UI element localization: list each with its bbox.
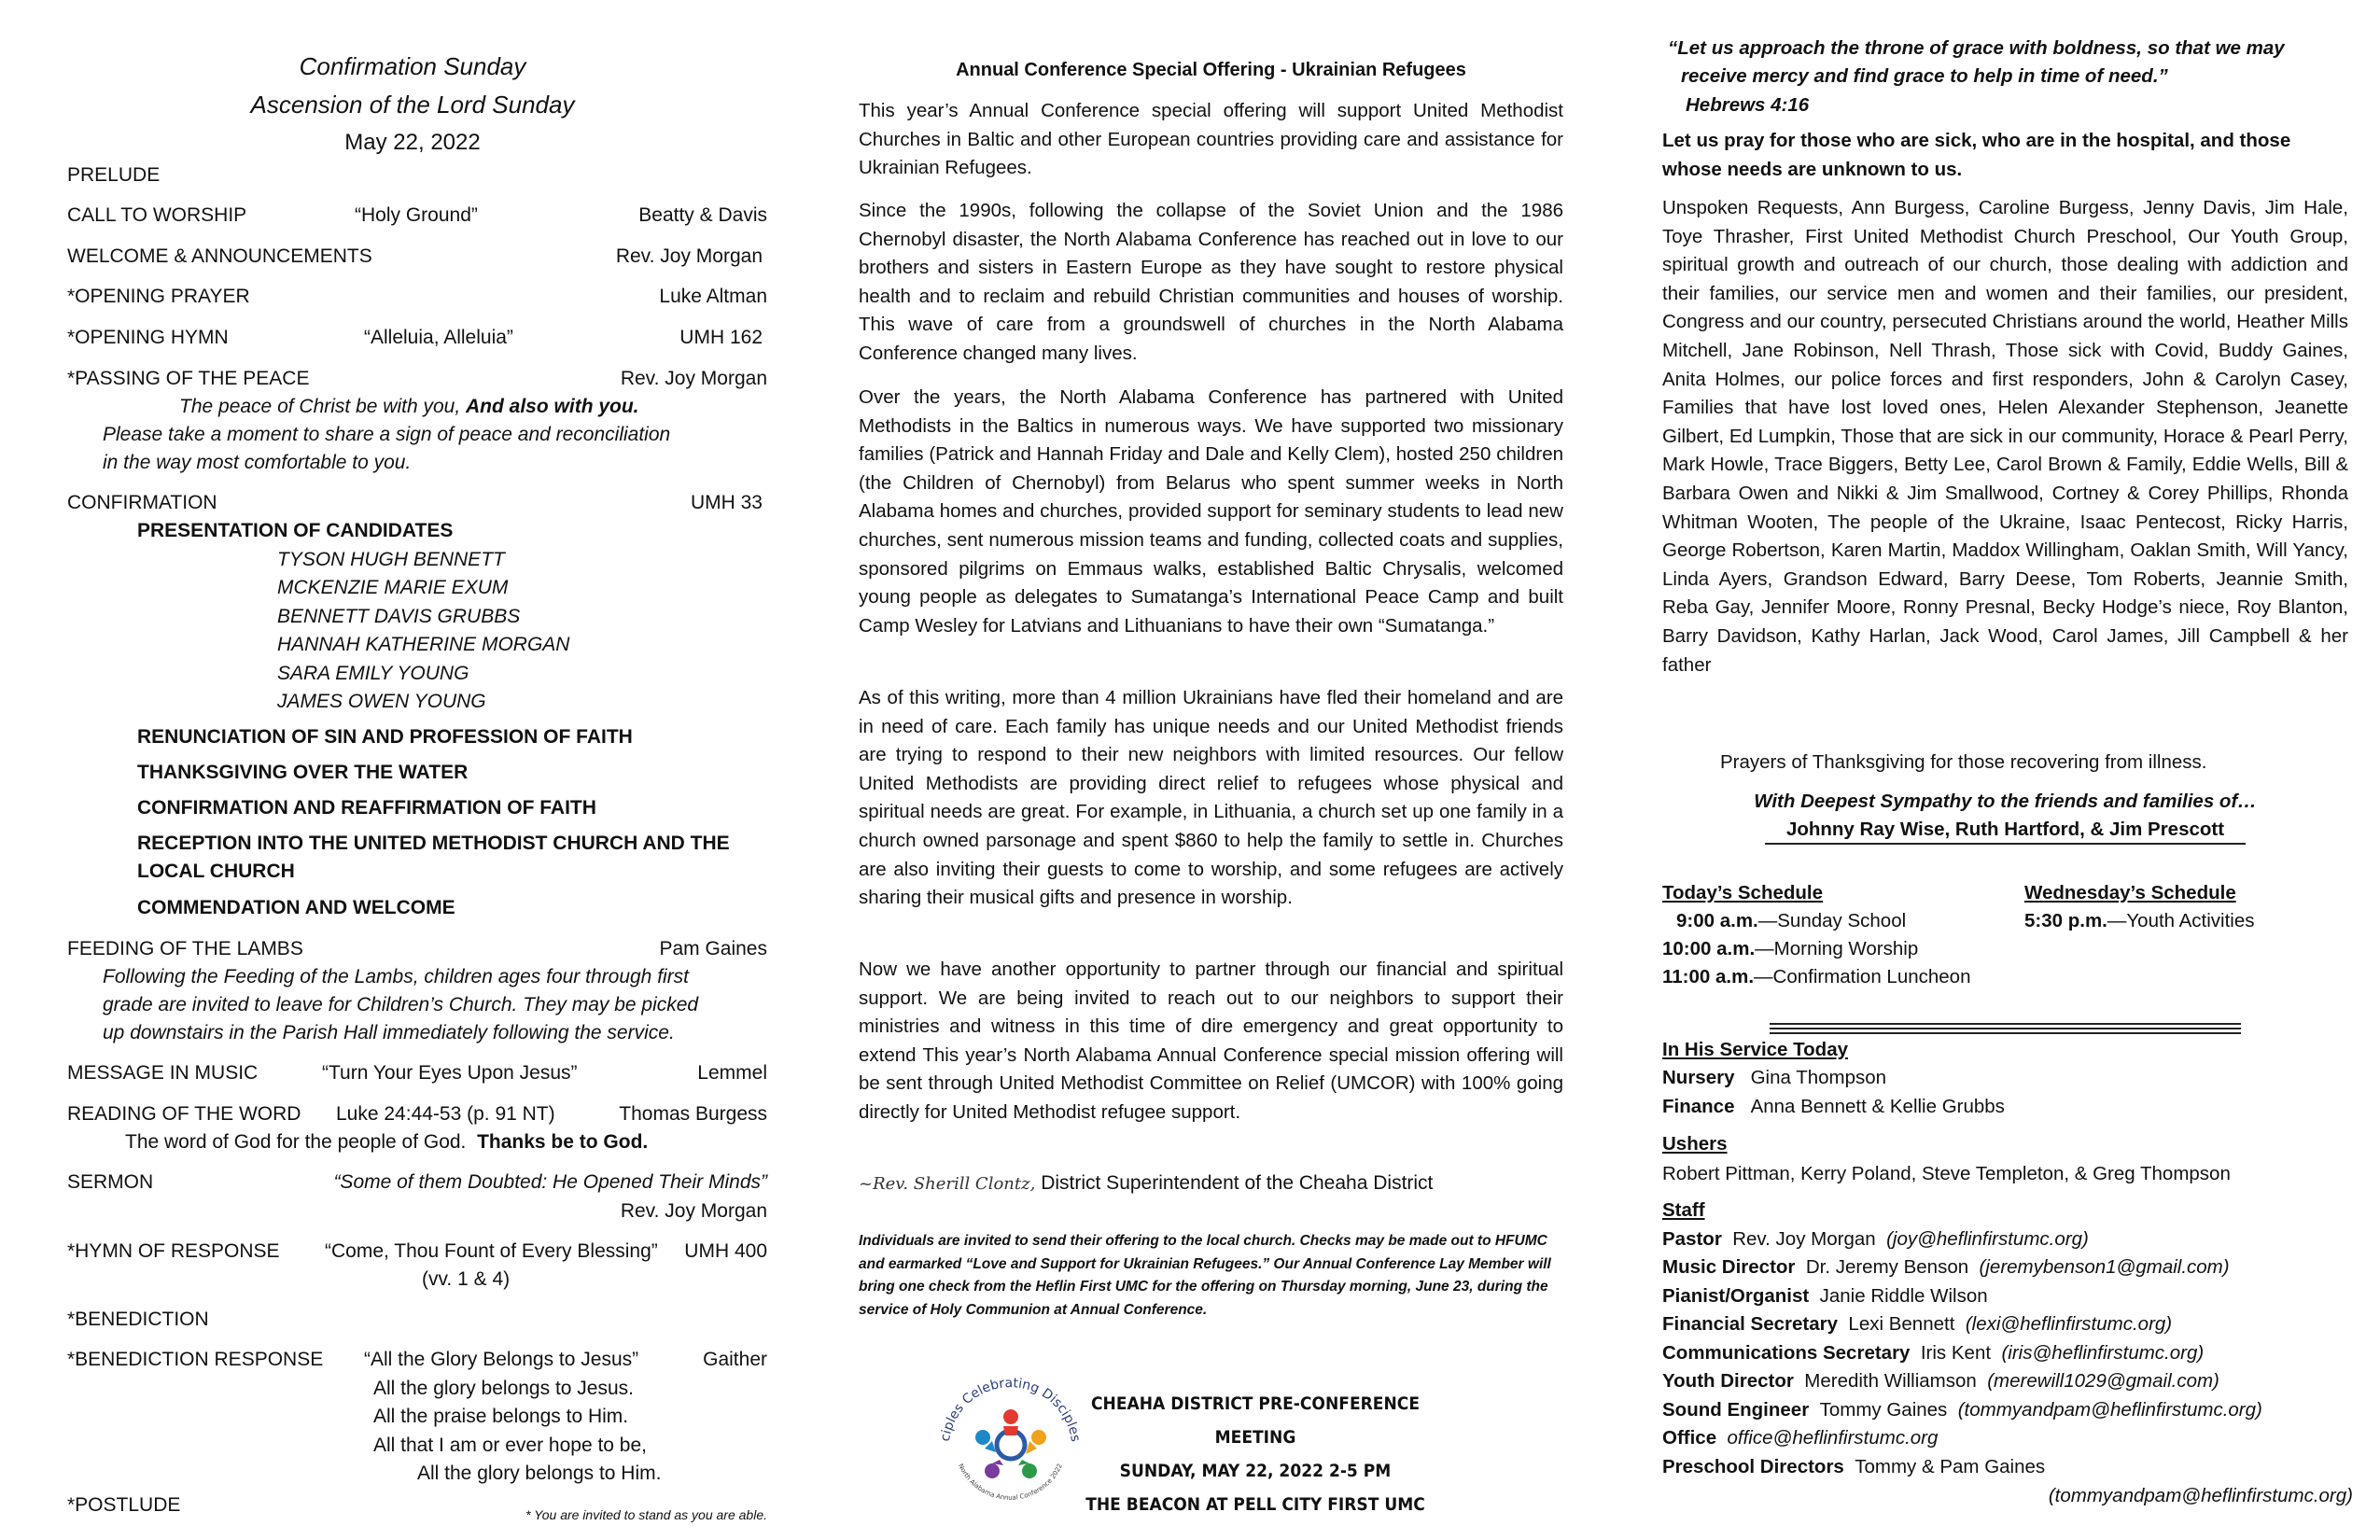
- article-paragraph-2: Since the 1990s, following the collapse of the Soviet Union and the 1986 Chernobyl disaster, the North Alabama Conference has reached out in love to our brothers and sisters in Eastern Europe as they have sought to restore physical health and to reclaim and rebuild Christian communities and houses of worship. This wave of care from a groundswell of churches in the North Alabama Conference changed many lives.: [859, 200, 1563, 364]
- staff-role: Communications Secretary: [1662, 1342, 1911, 1364]
- nursery-label: Nursery: [1662, 1067, 1735, 1088]
- offering-instructions: Individuals are invited to send their offering to the local church. Checks may be made out to HFUMC and earmarked “Love and Support for Ukrainian Refugees.” Our Annual Conference Lay Member will bring one check from the Heflin First UMC for the offering on Thursday morning, June 23, during the service of Holy Communion at Annual Conference.: [859, 1233, 1551, 1318]
- peace-call: The peace of Christ be with you,: [179, 396, 461, 417]
- schedule-time: 11:00 a.m.: [1662, 966, 1755, 987]
- schedule-event: —Morning Worship: [1755, 938, 1919, 959]
- article-paragraph-5: Now we have another opportunity to partner through our financial and spiritual support. We are being invited to reach out to our neighbors to support their ministries and witness in this time of dire emergency and great opportunity to extend This year’s North Alabama Annual Conference special mission offering will be sent through United Methodist Committee on Relief (UMCOR) with 100% going directly for United Methodist refugee support.: [859, 959, 1563, 1123]
- opening-hymn-number: UMH 162: [679, 327, 763, 348]
- schedule-time: 9:00 a.m.: [1676, 910, 1758, 931]
- call-to-worship-title: “Holy Ground”: [355, 204, 478, 226]
- staff-email: (iris@heflinfirstumc.org): [2001, 1342, 2205, 1364]
- staff-email: (tommyandpam@heflinfirstumc.org): [1957, 1399, 2262, 1421]
- schedule-event: —Youth Activities: [2107, 910, 2255, 931]
- staff-row: [1662, 1341, 2204, 1365]
- divider-rule: [1770, 1032, 2241, 1034]
- disciples-logo-icon: [929, 1355, 1092, 1519]
- schedule-time: 10:00 a.m.: [1662, 938, 1756, 959]
- logo-arc-text: ciples Celebrating Disciples: [937, 1376, 1084, 1443]
- peace-answer: And also with you.: [466, 396, 639, 417]
- conference-logo: [929, 1355, 1092, 1519]
- staff-row: [1662, 1255, 2230, 1280]
- staff-role: Sound Engineer: [1662, 1399, 1810, 1421]
- sermon-title: “Some of them Doubted: He Opened Their Minds”: [333, 1171, 767, 1193]
- confirmation-hymnal: UMH 33: [690, 492, 763, 513]
- divider-rule: [1770, 1028, 2241, 1029]
- response-hymn-label: *HYMN OF RESPONSE: [67, 1240, 280, 1262]
- staff-email: (joy@heflinfirstumc.org): [1886, 1228, 2089, 1250]
- reception-line-2: LOCAL CHURCH: [137, 861, 295, 882]
- reception-line-1: RECEPTION INTO THE UNITED METHODIST CHURCH AND THE: [137, 833, 730, 854]
- staff-name: Dr. Jeremy Benson: [1805, 1256, 1969, 1278]
- welcome-label: WELCOME & ANNOUNCEMENTS: [67, 245, 372, 267]
- music-title: “Turn Your Eyes Upon Jesus”: [322, 1062, 578, 1084]
- benediction-response-composer: Gaither: [703, 1349, 767, 1370]
- sermon-preacher: Rev. Joy Morgan: [620, 1200, 767, 1222]
- divider-rule: [1770, 1023, 2241, 1025]
- peace-instruction-1: Please take a moment to share a sign of peace and reconciliation: [103, 424, 671, 445]
- schedule-item: [1662, 965, 1970, 989]
- reading-label: READING OF THE WORD: [67, 1103, 301, 1125]
- finance-line: [1662, 1095, 2005, 1119]
- staff-name: Tommy Gaines: [1819, 1399, 1948, 1421]
- staff-name: Iris Kent: [1920, 1342, 1992, 1364]
- today-schedule-title: Today’s Schedule: [1662, 882, 1824, 903]
- benediction-response-label: *BENEDICTION RESPONSE: [67, 1349, 324, 1370]
- staff-role: Youth Director: [1662, 1370, 1794, 1392]
- preschool-email: (tommyandpam@heflinfirstumc.org): [2048, 1485, 2353, 1506]
- service-heading: [1662, 1038, 1848, 1062]
- reading-call: The word of God for the people of God.: [125, 1131, 467, 1153]
- title-line-2: Ascension of the Lord Sunday: [250, 91, 575, 119]
- opening-prayer-label: *OPENING PRAYER: [67, 286, 250, 307]
- event-location: THE BEACON AT PELL CITY FIRST UMC: [1085, 1494, 1425, 1515]
- opening-hymn-label: *OPENING HYMN: [67, 327, 229, 348]
- service-date: May 22, 2022: [344, 130, 481, 155]
- staff-role: Music Director: [1662, 1256, 1796, 1278]
- opening-hymn-title: “Alleluia, Alleluia”: [364, 327, 513, 348]
- staff-name: Tommy & Pam Gaines: [1855, 1456, 2046, 1477]
- finance-volunteers: Anna Bennett & Kellie Grubbs: [1750, 1096, 2005, 1117]
- schedule-time: 5:30 p.m.: [2024, 910, 2107, 931]
- event-title: CHEAHA DISTRICT PRE-CONFERENCE MEETING: [1090, 1393, 1420, 1448]
- reading-scripture: Luke 24:44-53 (p. 91 NT): [336, 1103, 555, 1125]
- benediction: *BENEDICTION: [67, 1309, 209, 1330]
- postlude: *POSTLUDE: [67, 1494, 181, 1516]
- schedule-item: [1662, 937, 1918, 961]
- schedule-event: —Confirmation Luncheon: [1754, 966, 1971, 987]
- response-hymn-verses: (vv. 1 & 4): [422, 1268, 511, 1290]
- presentation-heading: PRESENTATION OF CANDIDATES: [137, 520, 454, 541]
- ushers-title: Ushers: [1662, 1133, 1728, 1155]
- today-schedule-heading: [1662, 881, 1823, 905]
- event-date: SUNDAY, MAY 22, 2022 2-5 PM: [1119, 1461, 1392, 1481]
- staff-row: [1662, 1284, 1988, 1309]
- svg-text:North Alabama Annual Conferenc: [957, 1463, 1064, 1502]
- prayer-list: Unspoken Requests, Ann Burgess, Caroline Burgess, Jenny Davis, Jim Hale, Toye Thrasher, First United Methodist Church Preschool, Our Youth Group, spiritual growth and outreach of our church, those dealing with addiction and their families, our service men and women and their families, our president, Congress and our country, persecuted Christians around the world, Heather Mills Mitchell, Jane Robinson, Nell Thrash, Those sick with Covid, Buddy Gaines, Anita Holmes, our police forces and first responders, John & Carolyn Casey, Families that have lost loved ones, Helen Alexander Stephenson, Jeanette Gilbert, Ed Lumpkin, Those that are sick in our community, Horace & Pearl Perry, Mark Howle, Trace Biggers, Betty Lee, Carol Brown & Family, Eddie Wells, Bill & Barbara Owen and Nikki & Jim Smallwood, Cortney & Corey Phillips, Rhonda Whitman Wooten, The people of the Ukraine, Isaac Pentecost, Ricky Harris, George Robertson, Karen Martin, Maddox Willingham, Oaklan Smith, Will Yancy, Linda Ayers, Grandson Edward, Barry Deese, Tom Roberts, Jeannie Smith, Reba Gay, Jennifer Moore, Ronny Presnal, Becky Hodge’s niece, Roy Blanton, Barry Davidson, Kathy Harlan, Jack Wood, Carol James, Jill Campbell & her father: [1662, 197, 2348, 676]
- logo-sub-text: North Alabama Annual Conference 2022: [957, 1463, 1064, 1502]
- wednesday-schedule-heading: [2024, 881, 2236, 905]
- service-title: In His Service Today: [1662, 1039, 1849, 1060]
- staff-row: [1662, 1369, 2219, 1393]
- article-paragraph-3: Over the years, the North Alabama Conference has partnered with United Methodists in the Baltics in numerous ways. We have supported two missionary families (Patrick and Hannah Friday and Dale and Kelly Clem), hosted 250 children (the Children of Chernobyl) from Belarus who spent summer weeks in North Alabama homes and churches, provided support for seminary students to lead new churches, sent numerous mission teams and funding, collected coats and supplies, sponsored pilgrims on Emmaus walks, established Baltic Chrysalis, welcomed young people as delegates to Sumatanga’s International Peace Camp and built Camp Wesley for Latvians and Lithuanians to have their own “Sumatanga.”: [859, 386, 1563, 637]
- commendation: COMMENDATION AND WELCOME: [137, 897, 455, 918]
- candidate: MCKENZIE MARIE EXUM: [277, 577, 509, 598]
- article-heading: Annual Conference Special Offering - Ukrainian Refugees: [956, 60, 1466, 80]
- candidate: SARA EMILY YOUNG: [277, 663, 469, 684]
- staff-name: Janie Riddle Wilson: [1819, 1285, 1988, 1307]
- peace-instruction-2: in the way most comfortable to you.: [103, 452, 412, 473]
- staff-row: [1662, 1398, 2262, 1422]
- stand-note: * You are invited to stand as you are able.: [525, 1507, 767, 1522]
- title-line-1: Confirmation Sunday: [299, 52, 526, 80]
- staff-email: office@heflinfirstumc.org: [1727, 1427, 1939, 1449]
- staff-row: [1662, 1312, 2172, 1337]
- opening-prayer-leader: Luke Altman: [659, 286, 767, 307]
- staff-name: Rev. Joy Morgan: [1732, 1228, 1876, 1250]
- benediction-lyric: All that I am or ever hope to be,: [373, 1435, 647, 1456]
- verse-line-2: receive mercy and find grace to help in time of need.”: [1681, 65, 2168, 87]
- candidate: TYSON HUGH BENNETT: [277, 549, 505, 570]
- benediction-lyric: All the glory belongs to Jesus.: [373, 1378, 634, 1399]
- thanksgiving-water: THANKSGIVING OVER THE WATER: [137, 762, 469, 783]
- schedule-item: [1676, 909, 1906, 933]
- staff-role: Preschool Directors: [1662, 1456, 1844, 1477]
- staff-role: Financial Secretary: [1662, 1313, 1839, 1335]
- signature-title: District Superintendent of the Cheaha District: [1041, 1172, 1434, 1194]
- staff-role: Pastor: [1662, 1228, 1722, 1250]
- music-label: MESSAGE IN MUSIC: [67, 1062, 259, 1084]
- response-hymn-number: UMH 400: [684, 1240, 767, 1262]
- candidate: JAMES OWEN YOUNG: [277, 691, 486, 712]
- candidate: BENNETT DAVIS GRUBBS: [277, 606, 521, 627]
- sympathy-underline: [1765, 843, 2246, 845]
- reaffirmation: CONFIRMATION AND REAFFIRMATION OF FAITH: [137, 797, 596, 819]
- staff-email: (merewill1029@gmail.com): [1987, 1370, 2219, 1392]
- thanksgiving-prayers: Prayers of Thanksgiving for those recovering from illness.: [1720, 751, 2207, 773]
- confirmation-label: CONFIRMATION: [67, 492, 217, 513]
- verse-line-1: “Let us approach the throne of grace with boldness, so that we may: [1668, 37, 2285, 59]
- wednesday-schedule-title: Wednesday’s Schedule: [2024, 882, 2236, 903]
- reading-answer: Thanks be to God.: [477, 1131, 649, 1153]
- feeding-label: FEEDING OF THE LAMBS: [67, 938, 303, 959]
- staff-role: Pianist/Organist: [1662, 1285, 1810, 1307]
- welcome-leader: Rev. Joy Morgan: [615, 245, 763, 267]
- reading-response: [125, 1130, 648, 1155]
- feeding-note: Following the Feeding of the Lambs, children ages four through first: [103, 966, 690, 987]
- feeding-leader: Pam Gaines: [659, 938, 767, 959]
- article-paragraph-4: As of this writing, more than 4 million Ukrainians have fled their homeland and are in need of care. Each family has unique needs and our United Methodist friends are trying to respond to their new neighbors with limited resources. Our fellow United Methodists are providing direct relief to refugees whose physical and spiritual needs are great. For example, in Lithuania, a church set up one family in a church owned parsonage and spent $860 to help the family to settle in. Churches are also inviting their guests to come to worship, and some refugees are actively sharing their musical gifts and presence in worship.: [859, 687, 1563, 909]
- staff-name: Meredith Williamson: [1804, 1370, 1977, 1392]
- feeding-note: grade are invited to leave for Children’s Church. They may be picked: [103, 994, 699, 1015]
- ushers-list: Robert Pittman, Kerry Poland, Steve Templeton, & Greg Thompson: [1662, 1163, 2231, 1184]
- staff-email: (lexi@heflinfirstumc.org): [1965, 1313, 2173, 1335]
- nursery-volunteer: Gina Thompson: [1750, 1067, 1887, 1088]
- schedule-event: —Sunday School: [1757, 910, 1907, 931]
- finance-label: Finance: [1662, 1096, 1735, 1117]
- renunciation: RENUNCIATION OF SIN AND PROFESSION OF FAITH: [137, 726, 633, 748]
- staff-name: Lexi Bennett: [1848, 1313, 1955, 1335]
- feeding-note: up downstairs in the Parish Hall immediately following the service.: [103, 1022, 675, 1043]
- article-signature-line: [859, 1171, 1433, 1197]
- candidate: HANNAH KATHERINE MORGAN: [277, 634, 570, 655]
- call-to-worship-leader: Beatty & Davis: [638, 204, 767, 226]
- verse-reference: Hebrews 4:16: [1686, 94, 1810, 116]
- staff-email: (jeremybenson1@gmail.com): [1979, 1256, 2230, 1278]
- staff-row: [1662, 1426, 1938, 1450]
- sermon-label: SERMON: [67, 1171, 154, 1193]
- article-paragraph-1: This year’s Annual Conference special offering will support United Methodist Churches in Baltic and other European countries providing care and assistance for Ukrainian Refugees.: [859, 100, 1563, 179]
- event-announcement: [1069, 1387, 1442, 1521]
- peace-label: *PASSING OF THE PEACE: [67, 368, 310, 389]
- benediction-lyric: All the glory belongs to Him.: [417, 1463, 662, 1484]
- staff-role: Office: [1662, 1427, 1717, 1449]
- call-to-worship-label: CALL TO WORSHIP: [67, 204, 247, 226]
- peace-leader: Rev. Joy Morgan: [620, 368, 767, 389]
- benediction-response-title: “All the Glory Belongs to Jesus”: [364, 1349, 639, 1370]
- staff-title: Staff: [1662, 1199, 1705, 1221]
- music-composer: Lemmel: [697, 1062, 767, 1084]
- sympathy-heading: With Deepest Sympathy to the friends and families of…: [1754, 791, 2257, 812]
- ushers-heading: [1662, 1132, 1728, 1156]
- benediction-lyric: All the praise belongs to Him.: [373, 1406, 629, 1427]
- staff-heading: [1662, 1198, 1705, 1223]
- reading-reader: Thomas Burgess: [619, 1103, 767, 1125]
- staff-row: [1662, 1227, 2089, 1252]
- signature: ~Rev. Sherill Clontz,: [859, 1174, 1036, 1194]
- response-hymn-title: “Come, Thou Fount of Every Blessing”: [325, 1240, 658, 1262]
- prelude: PRELUDE: [67, 164, 161, 186]
- peace-response: [179, 395, 639, 419]
- sympathy-names: Johnny Ray Wise, Ruth Hartford, & Jim Prescott: [1785, 819, 2225, 840]
- prayer-heading: Let us pray for those who are sick, who are in the hospital, and those whose needs are unknown to us.: [1662, 130, 2291, 180]
- wednesday-item: [2024, 909, 2255, 933]
- staff-row: [1662, 1455, 2045, 1479]
- nursery-line: [1662, 1066, 1886, 1090]
